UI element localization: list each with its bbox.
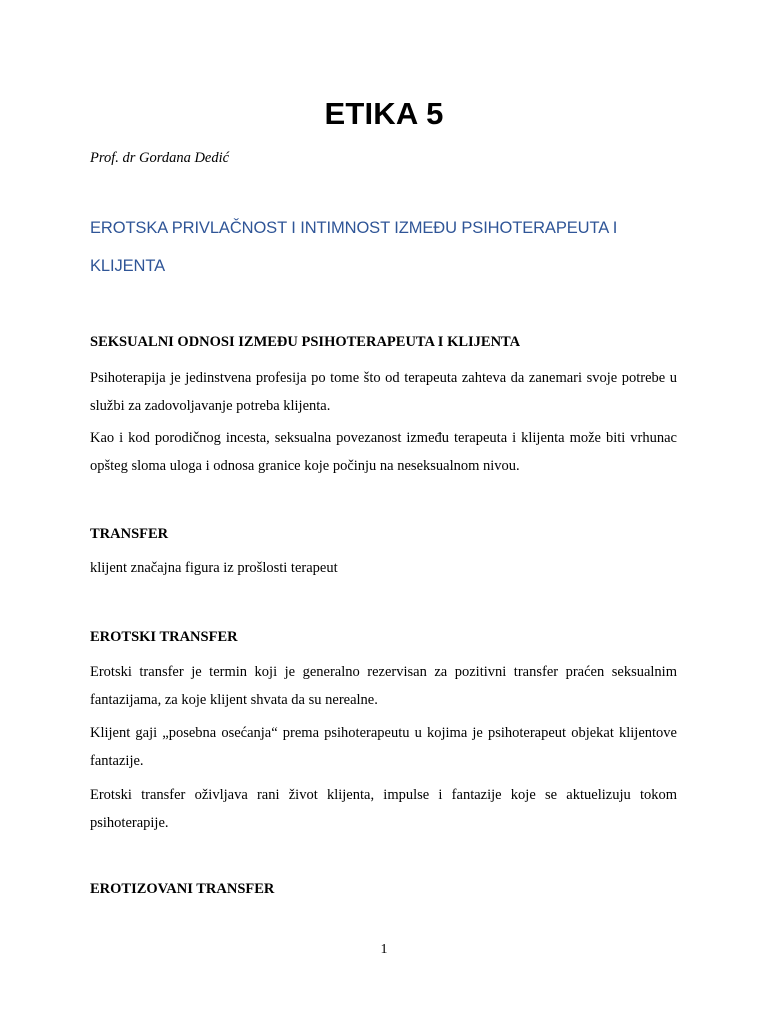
subsection-heading-transfer: TRANSFER bbox=[90, 526, 169, 542]
author-line: Prof. dr Gordana Dedić bbox=[90, 150, 230, 166]
paragraph: Erotski transfer je termin koji je generalno rezervisan za pozitivni transfer praćen seksualnim fantazijama, za koje klijent shvata da su nerealne. bbox=[90, 664, 677, 708]
paragraph: Kao i kod porodičnog incesta, seksualna povezanost između terapeuta i klijenta može biti vrhunac opšteg sloma uloga i odnosa granice koje počinju na neseksualnom nivou. bbox=[90, 430, 677, 474]
subsection-heading-erotski-transfer: EROTSKI TRANSFER bbox=[90, 629, 238, 645]
subsection-heading-seksualni-odnosi: SEKSUALNI ODNOSI IZMEĐU PSIHOTERAPEUTA I KLIJENTA bbox=[90, 334, 521, 350]
page-number: 1 bbox=[380, 942, 388, 957]
paragraph: Erotski transfer oživljava rani život klijenta, impulse i fantazije koje se aktuelizuju tokom psihoterapije. bbox=[90, 787, 677, 831]
paragraph: Psihoterapija je jedinstvena profesija po tome što od terapeuta zahteva da zanemari svoje potrebe u službi za zadovoljavanje potreba klijenta. bbox=[90, 370, 677, 414]
document-title: ETIKA 5 bbox=[324, 96, 444, 131]
paragraph: Klijent gaji „posebna osećanja“ prema psihoterapeutu u kojima je psihoterapeut objekat klijentove fantazije. bbox=[90, 725, 677, 769]
paragraph: klijent značajna figura iz prošlosti terapeut bbox=[90, 560, 338, 576]
subsection-heading-erotizovani-transfer: EROTIZOVANI TRANSFER bbox=[90, 881, 275, 897]
section-heading: EROTSKA PRIVLAČNOST I INTIMNOST IZMEĐU PSIHOTERAPEUTA I KLIJENTA bbox=[90, 219, 618, 275]
